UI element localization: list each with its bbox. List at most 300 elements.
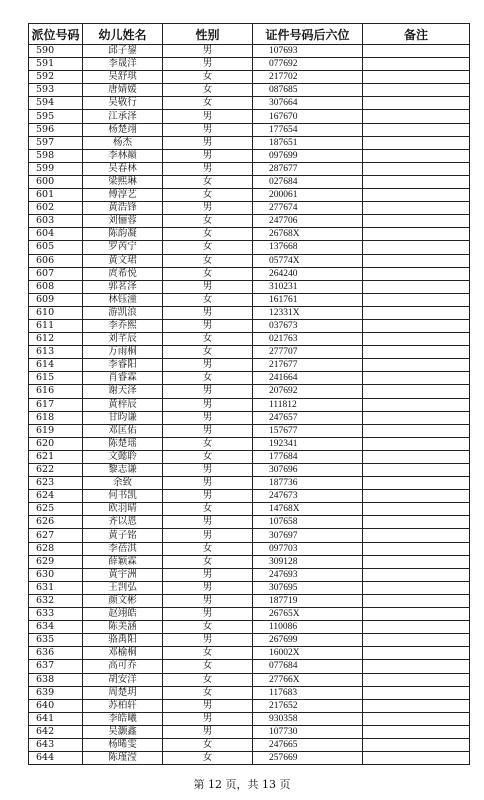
- draw-number-cell: 608: [29, 280, 83, 293]
- remarks-cell: [363, 725, 470, 738]
- table-row: [29, 477, 470, 490]
- child-name-cell: 谢天泽: [83, 385, 163, 398]
- gender-cell: 女: [163, 673, 253, 686]
- remarks-cell: [363, 516, 470, 529]
- id-last-six-cell: 247665: [253, 738, 363, 751]
- remarks-cell: [363, 333, 470, 346]
- draw-number-cell: 599: [29, 162, 83, 175]
- gender-cell: 女: [163, 621, 253, 634]
- child-name-cell: 黎志谦: [83, 464, 163, 477]
- gender-cell: 女: [163, 71, 253, 84]
- draw-number-cell: 620: [29, 437, 83, 450]
- header-child-name: 幼儿姓名: [83, 24, 163, 45]
- draw-number-cell: 592: [29, 71, 83, 84]
- child-name-cell: 颜文彬: [83, 594, 163, 607]
- gender-cell: 男: [163, 516, 253, 529]
- table-row: [29, 241, 470, 254]
- id-last-six-cell: 264240: [253, 267, 363, 280]
- table-row: [29, 490, 470, 503]
- remarks-cell: [363, 136, 470, 149]
- gender-cell: 男: [163, 477, 253, 490]
- id-last-six-cell: 26765X: [253, 608, 363, 621]
- remarks-cell: [363, 529, 470, 542]
- gender-cell: 女: [163, 503, 253, 516]
- table-row: [29, 621, 470, 634]
- table-row: [29, 319, 470, 332]
- remarks-cell: [363, 71, 470, 84]
- draw-number-cell: 596: [29, 123, 83, 136]
- draw-number-cell: 643: [29, 738, 83, 751]
- remarks-cell: [363, 503, 470, 516]
- draw-number-cell: 616: [29, 385, 83, 398]
- id-last-six-cell: 111812: [253, 398, 363, 411]
- table-row: [29, 215, 470, 228]
- gender-cell: 女: [163, 450, 253, 463]
- remarks-cell: [363, 542, 470, 555]
- child-name-cell: 黄文珺: [83, 254, 163, 267]
- id-last-six-cell: 217702: [253, 71, 363, 84]
- remarks-cell: [363, 699, 470, 712]
- remarks-cell: [363, 581, 470, 594]
- table-row: [29, 581, 470, 594]
- remarks-cell: [363, 673, 470, 686]
- gender-cell: 女: [163, 267, 253, 280]
- header-id-last-six: 证件号码后六位: [253, 24, 363, 45]
- table-row: [29, 555, 470, 568]
- id-last-six-cell: 930358: [253, 712, 363, 725]
- id-last-six-cell: 307664: [253, 97, 363, 110]
- draw-number-cell: 628: [29, 542, 83, 555]
- child-name-cell: 罗芮宁: [83, 241, 163, 254]
- table-row: [29, 162, 470, 175]
- id-last-six-cell: 110086: [253, 621, 363, 634]
- gender-cell: 男: [163, 529, 253, 542]
- draw-number-cell: 593: [29, 84, 83, 97]
- table-row: [29, 254, 470, 267]
- gender-cell: 女: [163, 215, 253, 228]
- id-last-six-cell: 037673: [253, 319, 363, 332]
- remarks-cell: [363, 411, 470, 424]
- remarks-cell: [363, 202, 470, 215]
- draw-number-cell: 640: [29, 699, 83, 712]
- child-name-cell: 李睿阳: [83, 359, 163, 372]
- id-last-six-cell: 309128: [253, 555, 363, 568]
- child-name-cell: 刘芊辰: [83, 333, 163, 346]
- id-last-six-cell: 05774X: [253, 254, 363, 267]
- gender-cell: 女: [163, 372, 253, 385]
- gender-cell: 女: [163, 241, 253, 254]
- table-row: [29, 202, 470, 215]
- table-row: [29, 123, 470, 136]
- child-name-cell: 傅淳艺: [83, 189, 163, 202]
- id-last-six-cell: 307696: [253, 464, 363, 477]
- table-row: [29, 359, 470, 372]
- remarks-cell: [363, 162, 470, 175]
- child-name-cell: 万雨桐: [83, 346, 163, 359]
- child-name-cell: 周楚玥: [83, 686, 163, 699]
- gender-cell: 男: [163, 464, 253, 477]
- child-name-cell: 高可乔: [83, 660, 163, 673]
- id-last-six-cell: 307697: [253, 529, 363, 542]
- child-name-cell: 江承泽: [83, 110, 163, 123]
- remarks-cell: [363, 634, 470, 647]
- id-last-six-cell: 087685: [253, 84, 363, 97]
- id-last-six-cell: 26768X: [253, 228, 363, 241]
- id-last-six-cell: 247657: [253, 411, 363, 424]
- table-row: [29, 437, 470, 450]
- remarks-cell: [363, 123, 470, 136]
- table-row: [29, 424, 470, 437]
- id-last-six-cell: 307695: [253, 581, 363, 594]
- gender-cell: 男: [163, 202, 253, 215]
- id-last-six-cell: 107693: [253, 45, 363, 58]
- remarks-cell: [363, 568, 470, 581]
- id-last-six-cell: 097703: [253, 542, 363, 555]
- gender-cell: 女: [163, 254, 253, 267]
- table-row: [29, 71, 470, 84]
- child-name-cell: 杨楚翊: [83, 123, 163, 136]
- gender-cell: 女: [163, 175, 253, 188]
- id-last-six-cell: 257669: [253, 752, 363, 765]
- remarks-cell: [363, 175, 470, 188]
- gender-cell: 女: [163, 555, 253, 568]
- gender-cell: 男: [163, 385, 253, 398]
- child-name-cell: 李蓓淇: [83, 542, 163, 555]
- draw-number-cell: 623: [29, 477, 83, 490]
- child-name-cell: 陈瑾滢: [83, 752, 163, 765]
- gender-cell: 男: [163, 594, 253, 607]
- remarks-cell: [363, 437, 470, 450]
- child-name-cell: 吴敬行: [83, 97, 163, 110]
- remarks-cell: [363, 647, 470, 660]
- header-draw-number: 派位号码: [29, 24, 83, 45]
- child-name-cell: 唐婧媛: [83, 84, 163, 97]
- gender-cell: 男: [163, 359, 253, 372]
- id-last-six-cell: 277674: [253, 202, 363, 215]
- child-name-cell: 李皓曦: [83, 712, 163, 725]
- draw-number-cell: 604: [29, 228, 83, 241]
- remarks-cell: [363, 149, 470, 162]
- child-name-cell: 吴春林: [83, 162, 163, 175]
- gender-cell: 女: [163, 84, 253, 97]
- id-last-six-cell: 027684: [253, 175, 363, 188]
- table-row: [29, 594, 470, 607]
- remarks-cell: [363, 254, 470, 267]
- id-last-six-cell: 107658: [253, 516, 363, 529]
- gender-cell: 男: [163, 712, 253, 725]
- table-row: [29, 136, 470, 149]
- id-last-six-cell: 137668: [253, 241, 363, 254]
- draw-number-cell: 629: [29, 555, 83, 568]
- id-last-six-cell: 277707: [253, 346, 363, 359]
- child-name-cell: 苏柏轩: [83, 699, 163, 712]
- child-name-cell: 郭茗泽: [83, 280, 163, 293]
- remarks-cell: [363, 477, 470, 490]
- id-last-six-cell: 310231: [253, 280, 363, 293]
- child-name-cell: 黄梓辰: [83, 398, 163, 411]
- gender-cell: 女: [163, 752, 253, 765]
- id-last-six-cell: 177654: [253, 123, 363, 136]
- table-row: [29, 45, 470, 58]
- draw-number-cell: 610: [29, 306, 83, 319]
- gender-cell: 男: [163, 725, 253, 738]
- child-name-cell: 李晟洋: [83, 58, 163, 71]
- table-row: [29, 398, 470, 411]
- gender-cell: 男: [163, 398, 253, 411]
- draw-number-cell: 630: [29, 568, 83, 581]
- id-last-six-cell: 267699: [253, 634, 363, 647]
- draw-number-cell: 635: [29, 634, 83, 647]
- table-row: [29, 175, 470, 188]
- gender-cell: 男: [163, 424, 253, 437]
- child-name-cell: 梁熙琳: [83, 175, 163, 188]
- gender-cell: 男: [163, 280, 253, 293]
- remarks-cell: [363, 293, 470, 306]
- remarks-cell: [363, 372, 470, 385]
- child-name-cell: 李乔熙: [83, 319, 163, 332]
- table-header-row: [29, 24, 470, 45]
- gender-cell: 男: [163, 411, 253, 424]
- gender-cell: 男: [163, 149, 253, 162]
- id-last-six-cell: 287677: [253, 162, 363, 175]
- id-last-six-cell: 187736: [253, 477, 363, 490]
- id-last-six-cell: 187651: [253, 136, 363, 149]
- remarks-cell: [363, 267, 470, 280]
- remarks-cell: [363, 752, 470, 765]
- remarks-cell: [363, 110, 470, 123]
- table-body: [29, 45, 470, 765]
- gender-cell: 女: [163, 189, 253, 202]
- gender-cell: 男: [163, 58, 253, 71]
- child-name-cell: 肖睿霖: [83, 372, 163, 385]
- draw-number-cell: 602: [29, 202, 83, 215]
- draw-number-cell: 598: [29, 149, 83, 162]
- gender-cell: 女: [163, 293, 253, 306]
- gender-cell: 女: [163, 738, 253, 751]
- draw-number-cell: 607: [29, 267, 83, 280]
- gender-cell: 女: [163, 333, 253, 346]
- gender-cell: 男: [163, 306, 253, 319]
- remarks-cell: [363, 608, 470, 621]
- remarks-cell: [363, 189, 470, 202]
- table-row: [29, 634, 470, 647]
- id-last-six-cell: 167670: [253, 110, 363, 123]
- table-row: [29, 333, 470, 346]
- child-name-cell: 黄子铭: [83, 529, 163, 542]
- child-name-cell: 杨杰: [83, 136, 163, 149]
- id-last-six-cell: 217677: [253, 359, 363, 372]
- id-last-six-cell: 247693: [253, 568, 363, 581]
- gender-cell: 男: [163, 162, 253, 175]
- gender-cell: 女: [163, 346, 253, 359]
- id-last-six-cell: 077692: [253, 58, 363, 71]
- table-row: [29, 372, 470, 385]
- draw-number-cell: 609: [29, 293, 83, 306]
- draw-number-cell: 633: [29, 608, 83, 621]
- gender-cell: 男: [163, 490, 253, 503]
- gender-cell: 男: [163, 581, 253, 594]
- table-row: [29, 699, 470, 712]
- remarks-cell: [363, 398, 470, 411]
- table-row: [29, 608, 470, 621]
- child-name-cell: 吴灏鑫: [83, 725, 163, 738]
- remarks-cell: [363, 58, 470, 71]
- remarks-cell: [363, 215, 470, 228]
- table-row: [29, 267, 470, 280]
- table-row: [29, 97, 470, 110]
- gender-cell: 女: [163, 437, 253, 450]
- draw-number-cell: 636: [29, 647, 83, 660]
- table-row: [29, 293, 470, 306]
- child-name-cell: 邓榆桐: [83, 647, 163, 660]
- remarks-cell: [363, 621, 470, 634]
- gender-cell: 女: [163, 97, 253, 110]
- draw-number-cell: 637: [29, 660, 83, 673]
- table-row: [29, 516, 470, 529]
- id-last-six-cell: 177684: [253, 450, 363, 463]
- draw-number-cell: 597: [29, 136, 83, 149]
- table-row: [29, 58, 470, 71]
- table-row: [29, 686, 470, 699]
- id-last-six-cell: 27766X: [253, 673, 363, 686]
- page-footer: 第 12 页，共 13 页: [193, 778, 291, 791]
- child-name-cell: 陈楚瑶: [83, 437, 163, 450]
- id-last-six-cell: 241664: [253, 372, 363, 385]
- table-row: [29, 542, 470, 555]
- child-name-cell: 骆禹阳: [83, 634, 163, 647]
- id-last-six-cell: 200061: [253, 189, 363, 202]
- draw-number-cell: 625: [29, 503, 83, 516]
- table-row: [29, 738, 470, 751]
- draw-number-cell: 626: [29, 516, 83, 529]
- id-last-six-cell: 12331X: [253, 306, 363, 319]
- child-name-cell: 李林巅: [83, 149, 163, 162]
- child-name-cell: 欧羽晴: [83, 503, 163, 516]
- table-row: [29, 189, 470, 202]
- table-row: [29, 228, 470, 241]
- child-name-cell: 余致: [83, 477, 163, 490]
- id-last-six-cell: 161761: [253, 293, 363, 306]
- table-row: [29, 411, 470, 424]
- id-last-six-cell: 247673: [253, 490, 363, 503]
- gender-cell: 女: [163, 660, 253, 673]
- id-last-six-cell: 16002X: [253, 647, 363, 660]
- child-name-cell: 陈美涵: [83, 621, 163, 634]
- table-row: [29, 712, 470, 725]
- draw-number-cell: 624: [29, 490, 83, 503]
- remarks-cell: [363, 660, 470, 673]
- remarks-cell: [363, 464, 470, 477]
- table-row: [29, 725, 470, 738]
- remarks-cell: [363, 280, 470, 293]
- child-name-cell: 黄宇洲: [83, 568, 163, 581]
- id-last-six-cell: 117683: [253, 686, 363, 699]
- draw-number-cell: 639: [29, 686, 83, 699]
- id-last-six-cell: 107730: [253, 725, 363, 738]
- draw-number-cell: 600: [29, 175, 83, 188]
- table-row: [29, 529, 470, 542]
- child-name-cell: 文懿聆: [83, 450, 163, 463]
- remarks-cell: [363, 686, 470, 699]
- child-name-cell: 游凯浪: [83, 306, 163, 319]
- table-row: [29, 110, 470, 123]
- draw-number-cell: 638: [29, 673, 83, 686]
- draw-number-cell: 622: [29, 464, 83, 477]
- draw-number-cell: 594: [29, 97, 83, 110]
- roster-table: [28, 23, 470, 765]
- table-row: [29, 346, 470, 359]
- child-name-cell: 黄浩锋: [83, 202, 163, 215]
- id-last-six-cell: 14768X: [253, 503, 363, 516]
- child-name-cell: 邱子鋆: [83, 45, 163, 58]
- draw-number-cell: 632: [29, 594, 83, 607]
- draw-number-cell: 617: [29, 398, 83, 411]
- gender-cell: 男: [163, 608, 253, 621]
- header-gender: 性别: [163, 24, 253, 45]
- remarks-cell: [363, 241, 470, 254]
- draw-number-cell: 619: [29, 424, 83, 437]
- remarks-cell: [363, 97, 470, 110]
- table-row: [29, 647, 470, 660]
- child-name-cell: 庹希悦: [83, 267, 163, 280]
- child-name-cell: 薛颖霖: [83, 555, 163, 568]
- child-name-cell: 甘昀谦: [83, 411, 163, 424]
- remarks-cell: [363, 359, 470, 372]
- draw-number-cell: 595: [29, 110, 83, 123]
- draw-number-cell: 591: [29, 58, 83, 71]
- remarks-cell: [363, 424, 470, 437]
- gender-cell: 男: [163, 45, 253, 58]
- draw-number-cell: 611: [29, 319, 83, 332]
- id-last-six-cell: 021763: [253, 333, 363, 346]
- draw-number-cell: 627: [29, 529, 83, 542]
- remarks-cell: [363, 306, 470, 319]
- child-name-cell: 林钰潼: [83, 293, 163, 306]
- gender-cell: 女: [163, 686, 253, 699]
- draw-number-cell: 644: [29, 752, 83, 765]
- gender-cell: 男: [163, 319, 253, 332]
- child-name-cell: 吴舒琪: [83, 71, 163, 84]
- table-row: [29, 149, 470, 162]
- remarks-cell: [363, 319, 470, 332]
- remarks-cell: [363, 228, 470, 241]
- remarks-cell: [363, 490, 470, 503]
- table-row: [29, 673, 470, 686]
- gender-cell: 女: [163, 542, 253, 555]
- table-row: [29, 464, 470, 477]
- table-row: [29, 385, 470, 398]
- draw-number-cell: 642: [29, 725, 83, 738]
- draw-number-cell: 601: [29, 189, 83, 202]
- child-name-cell: 何书凯: [83, 490, 163, 503]
- remarks-cell: [363, 385, 470, 398]
- remarks-cell: [363, 712, 470, 725]
- table-row: [29, 306, 470, 319]
- draw-number-cell: 590: [29, 45, 83, 58]
- draw-number-cell: 614: [29, 359, 83, 372]
- remarks-cell: [363, 450, 470, 463]
- child-name-cell: 胡安洋: [83, 673, 163, 686]
- draw-number-cell: 634: [29, 621, 83, 634]
- table-row: [29, 450, 470, 463]
- id-last-six-cell: 247706: [253, 215, 363, 228]
- child-name-cell: 齐以恩: [83, 516, 163, 529]
- gender-cell: 女: [163, 228, 253, 241]
- id-last-six-cell: 192341: [253, 437, 363, 450]
- gender-cell: 女: [163, 647, 253, 660]
- draw-number-cell: 641: [29, 712, 83, 725]
- draw-number-cell: 615: [29, 372, 83, 385]
